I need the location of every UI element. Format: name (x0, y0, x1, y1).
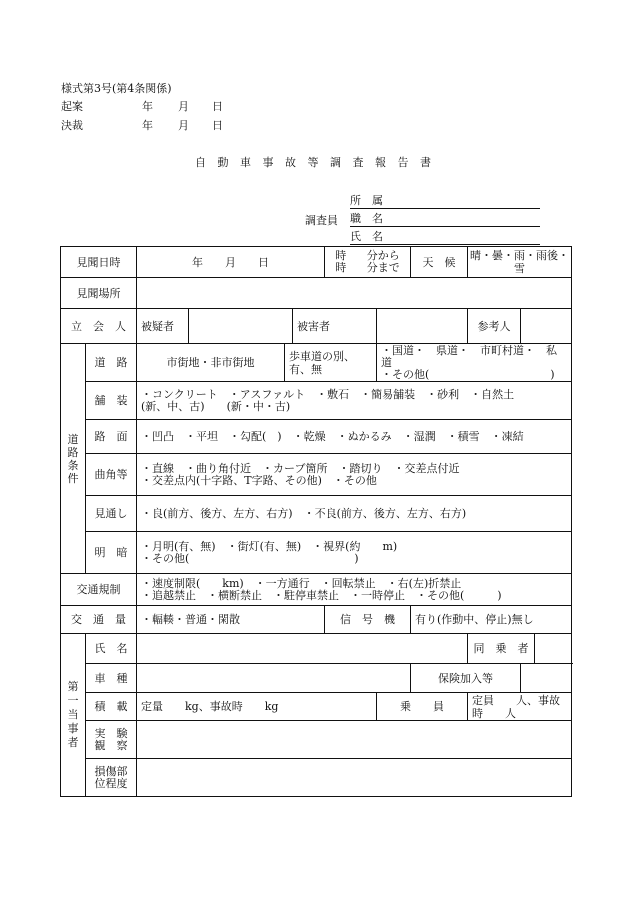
row-mitoshi (61, 496, 572, 532)
doro-joken-label: 道路条件 (61, 344, 86, 574)
hoken-label: 保険加入等 (411, 664, 521, 693)
row-doro (61, 344, 572, 382)
name-label: 氏 名 (350, 230, 383, 243)
shingoki-label: 信 号 機 (325, 606, 411, 634)
kotsuryo-label: 交 通 量 (61, 606, 137, 634)
meian-value[interactable] (137, 532, 572, 574)
mitoshi-label: 見通し (86, 496, 137, 532)
sonsho-field[interactable] (137, 759, 572, 797)
row-kotsuryo (61, 606, 572, 634)
hoso-value[interactable] (137, 382, 572, 420)
fun-kara: 分から (366, 249, 400, 262)
higisha-field[interactable] (189, 309, 293, 344)
kian-year: 年 (142, 100, 153, 113)
kyokaku-line1: ・直線 ・曲り角付近 ・カーブ箇所 ・踏切り ・交差点付近 (141, 461, 460, 475)
sonsho-label: 損傷部 位程度 (86, 759, 137, 797)
shashu-label: 車 種 (86, 664, 137, 693)
higisha-label: 被疑者 (137, 309, 189, 344)
meian-line2: ・その他( ) (141, 551, 359, 565)
row-meian (61, 532, 572, 574)
kian-day: 日 (212, 100, 223, 113)
higaisha-field[interactable] (377, 309, 468, 344)
jikken-label: 実 験 観 察 (86, 721, 137, 759)
doro-types[interactable] (377, 344, 572, 382)
kenbun-basho-label: 見聞場所 (61, 278, 137, 309)
kessai-label: 決裁 (61, 119, 83, 132)
name-field[interactable] (350, 229, 540, 245)
row-shimei (61, 634, 572, 664)
row-kotsu-kisei (61, 574, 572, 606)
shimei-label: 氏 名 (86, 634, 137, 664)
kisei-line2: ・追越禁止 ・横断禁止 ・駐停車禁止 ・一時停止 ・その他( ) (141, 588, 502, 602)
date-field[interactable]: 年 月 日 (137, 247, 325, 278)
meian-line1: ・月明(有、無) ・街灯(有、無) ・視界(約 m) (141, 539, 398, 553)
shimei-field[interactable] (137, 634, 468, 664)
kessai-month: 月 (178, 119, 189, 132)
dojosha-field[interactable] (535, 634, 572, 664)
doro-types-line2: ・その他( ) (381, 367, 555, 381)
sekisai-value[interactable]: 定量 kg、事故時 kg (137, 693, 377, 721)
affiliation-label: 所 属 (350, 194, 383, 207)
place-field[interactable] (137, 278, 572, 309)
time-field[interactable] (325, 247, 411, 278)
kenbun-nichiji-label: 見聞日時 (61, 247, 137, 278)
row-kenbun-nichiji (61, 247, 572, 278)
shingoki-value[interactable]: 有り(作動中、停止)無し (411, 606, 572, 634)
kian-label: 起案 (61, 100, 83, 113)
investigator-label: 調査員 (305, 214, 338, 227)
hoso-line2: (新、中、古) (新・中・古) (141, 399, 291, 413)
affiliation-field[interactable] (350, 193, 540, 209)
dojosha-label: 同 乗 者 (468, 634, 535, 664)
hoso-label: 舗 装 (86, 382, 137, 420)
doro-value[interactable]: 市街地・非市街地 (137, 344, 285, 382)
row-shashu (61, 664, 572, 693)
meian-label: 明 暗 (86, 532, 137, 574)
position-label: 職 名 (350, 212, 383, 225)
fun-made: 分まで (366, 261, 400, 274)
row-sonsho (61, 759, 572, 797)
document-title: 自 動 車 事 故 等 調 査 報 告 書 (195, 156, 435, 169)
hoso-line1: ・コンクリート ・アスファルト ・敷石 ・簡易舗装 ・砂利 ・自然土 (141, 387, 515, 401)
form-number: 様式第3号(第4条関係) (61, 82, 172, 95)
hoken-field[interactable] (521, 664, 572, 693)
row-kyokaku (61, 454, 572, 496)
kessai-day: 日 (212, 119, 223, 132)
tachiai-label: 立 会 人 (61, 309, 137, 344)
higaisha-label: 被害者 (293, 309, 377, 344)
sankonin-label: 参考人 (468, 309, 521, 344)
jikken-field[interactable] (137, 721, 572, 759)
doro-label: 道 路 (86, 344, 137, 382)
hodo-value[interactable]: 歩車道の別、有、無 (285, 344, 377, 382)
row-jikken (61, 721, 572, 759)
kian-month: 月 (178, 100, 189, 113)
kyokaku-value[interactable] (137, 454, 572, 496)
sankonin-field[interactable] (521, 309, 572, 344)
doro-types-line1: ・国道・ 県道・ 市町村道・ 私道 (381, 343, 557, 369)
kyokaku-label: 曲角等 (86, 454, 137, 496)
sekisai-label: 積 載 (86, 693, 137, 721)
ji-2: 時 (335, 261, 347, 274)
shashu-field[interactable] (137, 664, 411, 693)
weather-label: 天 候 (411, 247, 468, 278)
position-field[interactable] (350, 211, 540, 227)
report-table (60, 246, 572, 797)
kyokaku-line2: ・交差点内(十字路、T字路、その他) ・その他 (141, 473, 377, 487)
mitoshi-value[interactable]: ・良(前方、後方、左方、右方) ・不良(前方、後方、左方、右方) (137, 496, 572, 532)
row-hoso (61, 382, 572, 420)
kotsu-kisei-value[interactable] (137, 574, 572, 606)
ji-1: 時 (335, 249, 347, 262)
weather-options[interactable]: 晴・曇・雨・雨後・雪 (468, 247, 572, 278)
join-label: 乗 員 (377, 693, 468, 721)
romen-label: 路 面 (86, 420, 137, 454)
row-tachiai (61, 309, 572, 344)
romen-value[interactable]: ・凹凸 ・平坦 ・勾配( ) ・乾燥 ・ぬかるみ ・湿潤 ・積雪 ・凍結 (137, 420, 572, 454)
kotsu-kisei-label: 交通規制 (61, 574, 137, 606)
toujisha-label: 第一当事者 (61, 634, 86, 797)
kessai-year: 年 (142, 119, 153, 132)
kotsuryo-value[interactable]: ・輻輳・普通・閑散 (137, 606, 325, 634)
kisei-line1: ・速度制限( km) ・一方通行 ・回転禁止 ・右(左)折禁止 (141, 576, 462, 590)
join-value[interactable]: 定員 人、事故時 人 (468, 693, 572, 721)
row-sekisai (61, 693, 572, 721)
row-kenbun-basho (61, 278, 572, 309)
row-romen (61, 420, 572, 454)
